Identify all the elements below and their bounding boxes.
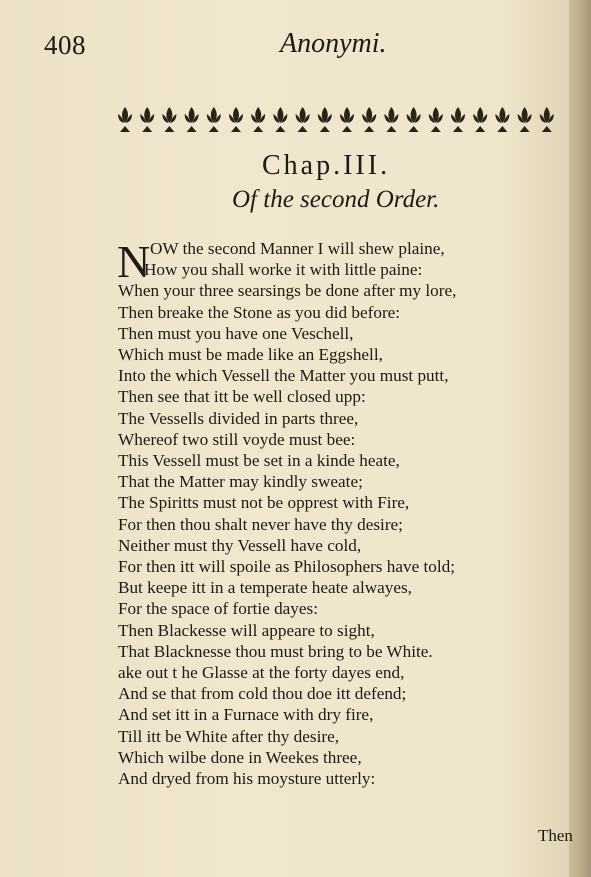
poem-line: And dryed from his moysture utterly: <box>118 769 376 789</box>
page-gutter <box>569 0 591 877</box>
poem-line: The Vessells divided in parts three, <box>118 408 359 428</box>
poem-line: But keepe itt in a temperate heate alwayes, <box>118 578 412 598</box>
poem-line: How you shall worke it with little paine: <box>144 260 423 280</box>
chapter-title: Chap.III. <box>262 150 391 181</box>
poem-line: That Blacknesse thou must bring to be White. <box>118 641 433 661</box>
ornament-motif <box>451 107 465 132</box>
ornament-motif <box>251 107 265 132</box>
ornament-motif <box>273 107 287 132</box>
poem-line: Neither must thy Vessell have cold, <box>118 535 362 555</box>
poem-line: OW the second Manner I will shew plaine, <box>150 239 445 258</box>
ornament-motif <box>407 107 421 132</box>
page-number: 408 <box>44 30 86 60</box>
poem-text <box>118 238 568 789</box>
poem-line: Then Blackesse will appeare to sight, <box>118 620 375 640</box>
running-title: Anonymi. <box>280 28 387 59</box>
ornament-motif <box>429 107 443 132</box>
ornament-motif <box>518 107 532 132</box>
ornament-motif <box>318 107 332 132</box>
ornament-motif <box>185 107 199 132</box>
poem-line: And se that from cold thou doe itt defend; <box>118 684 407 704</box>
ornament-motif <box>118 107 132 132</box>
poem-line: Whereof two still voyde must bee: <box>118 429 356 449</box>
poem-line: Till itt be White after thy desire, <box>118 726 340 746</box>
poem-line: Then see that itt be well closed upp: <box>118 387 366 407</box>
ornament-motif <box>140 107 154 132</box>
drop-cap: N <box>117 236 151 287</box>
poem-line: This Vessell must be set in a kinde heate, <box>118 451 400 471</box>
ornament-motif <box>362 107 376 132</box>
ornament-motif <box>384 107 398 132</box>
poem-line: Which must be made like an Eggshell, <box>118 345 383 365</box>
ornament-motif <box>162 107 176 132</box>
ornament-motif <box>229 107 243 132</box>
ornament-motif <box>340 107 354 132</box>
poem-line: Then must you have one Veschell, <box>118 323 354 343</box>
poem-line: ake out t he Glasse at the forty dayes end, <box>118 663 405 683</box>
ornament-motif <box>473 107 487 132</box>
poem-line: Into the which Vessell the Matter you must putt, <box>118 366 449 386</box>
ornament-motif <box>540 107 554 132</box>
poem-line: The Spiritts must not be opprest with Fire, <box>118 493 410 513</box>
poem-line: When your three searsings be done after my lore, <box>118 281 457 301</box>
poem-line: For then thou shalt never have thy desire; <box>118 514 403 534</box>
ornament-motif <box>495 107 509 132</box>
poem-line: For the space of fortie dayes: <box>118 599 318 619</box>
ornament-motif <box>296 107 310 132</box>
catchword: Then <box>538 826 573 845</box>
poem-line: That the Matter may kindly sweate; <box>118 472 363 492</box>
ornament-motif <box>207 107 221 132</box>
chapter-subtitle: Of the second Order. <box>232 186 440 213</box>
poem-line: For then itt will spoile as Philosophers have told; <box>118 557 456 577</box>
poem-line: Which wilbe done in Weekes three, <box>118 747 362 767</box>
poem-line: And set itt in a Furnace with dry fire, <box>118 705 374 725</box>
poem-line: Then breake the Stone as you did before: <box>118 302 401 322</box>
decorative-ornament-band <box>114 104 560 134</box>
